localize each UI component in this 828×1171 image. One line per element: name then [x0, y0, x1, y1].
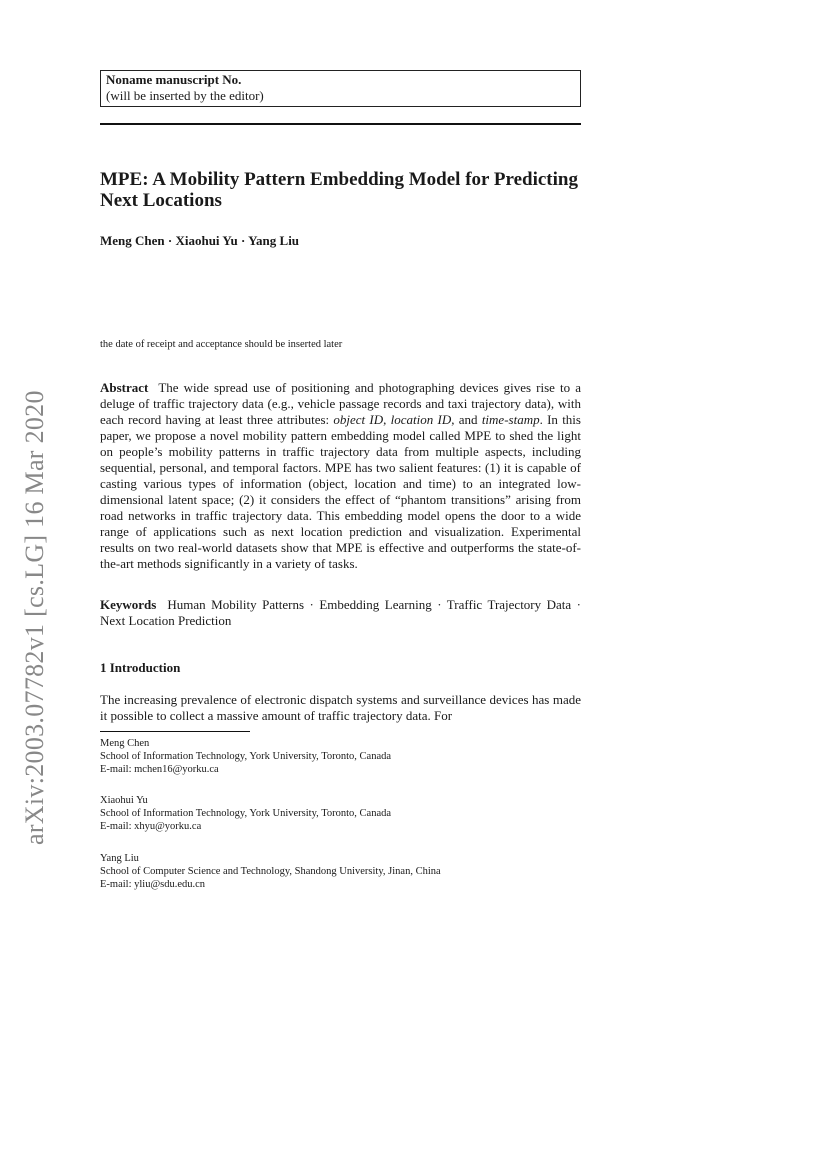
- abstract-text-1: The wide spread use of positioning and photographing devices gives rise to a deluge of traffic trajectory data (e.g., vehicle passage records and taxi trajectory data), with each record having at least three attributes:: [100, 380, 581, 427]
- keywords: [100, 597, 581, 629]
- editor-note: (will be inserted by the editor): [106, 88, 264, 103]
- affiliation-name: Xiaohui Yu: [100, 795, 148, 806]
- affiliation-2: [100, 794, 581, 833]
- keywords-label: Keywords: [100, 597, 157, 612]
- introduction-paragraph: The increasing prevalence of electronic dispatch systems and surveillance devices has made it possible to collect a massive amount of traffic trajectory data. For: [100, 692, 581, 723]
- affiliation-school: School of Information Technology, York University, Toronto, Canada: [100, 751, 392, 762]
- arxiv-identifier: arXiv:2003.07782v1 [cs.LG] 16 Mar 2020: [20, 390, 49, 845]
- affiliation-email: E-mail: yliu@sdu.edu.cn: [100, 879, 206, 890]
- affiliation-school: School of Information Technology, York University, Toronto, Canada: [100, 808, 392, 819]
- affiliation-email: E-mail: mchen16@yorku.ca: [100, 764, 219, 775]
- author-list: Meng Chen · Xiaohui Yu · Yang Liu: [100, 233, 300, 248]
- abstract: [100, 380, 581, 572]
- receipt-note: the date of receipt and acceptance should be inserted later: [100, 339, 343, 350]
- affiliation-3: [100, 852, 581, 891]
- paper-title: MPE: A Mobility Pattern Embedding Model for Predicting Next Locations: [100, 169, 578, 211]
- keywords-text: Human Mobility Patterns · Embedding Learning · Traffic Trajectory Data · Next Location Prediction: [100, 597, 582, 628]
- abstract-label: Abstract: [100, 380, 149, 395]
- affiliation-email: E-mail: xhyu@yorku.ca: [100, 821, 202, 832]
- footnote-rule: [100, 731, 250, 732]
- affiliation-name: Meng Chen: [100, 738, 150, 749]
- header-rule: [100, 123, 581, 125]
- abstract-em-time-stamp: time-stamp: [481, 412, 540, 427]
- abstract-em-location-id: location ID: [390, 412, 452, 427]
- manuscript-number: Noname manuscript No.: [106, 72, 242, 87]
- section-heading-introduction: 1 Introduction: [100, 660, 181, 675]
- abstract-em-object-id: object ID: [333, 412, 384, 427]
- abstract-sep-1: ,: [383, 412, 391, 427]
- abstract-text-2: . In this paper, we propose a novel mobility pattern embedding model called MPE to shed the light on people’s mobility patterns in traffic trajectory data from multiple aspects, including sequential, personal, and temporal factors. MPE has two salient features: (1) it is capable of casting various types of information (object, location and time) to an integrated low-dimensional latent space; (2) it considers the effect of “phantom transitions” arising from road networks in traffic trajectory data. This embedding model opens the door to a wide range of applications such as next location prediction and visualization. Experimental results on two real-world datasets show that MPE is effective and outperforms the state-of-the-art methods significantly in a variety of tasks.: [100, 412, 581, 571]
- abstract-sep-2: , and: [451, 412, 482, 427]
- manuscript-header-box: [100, 70, 581, 107]
- affiliation-1: [100, 737, 581, 776]
- affiliation-name: Yang Liu: [100, 853, 139, 864]
- affiliation-school: School of Computer Science and Technology, Shandong University, Jinan, China: [100, 866, 441, 877]
